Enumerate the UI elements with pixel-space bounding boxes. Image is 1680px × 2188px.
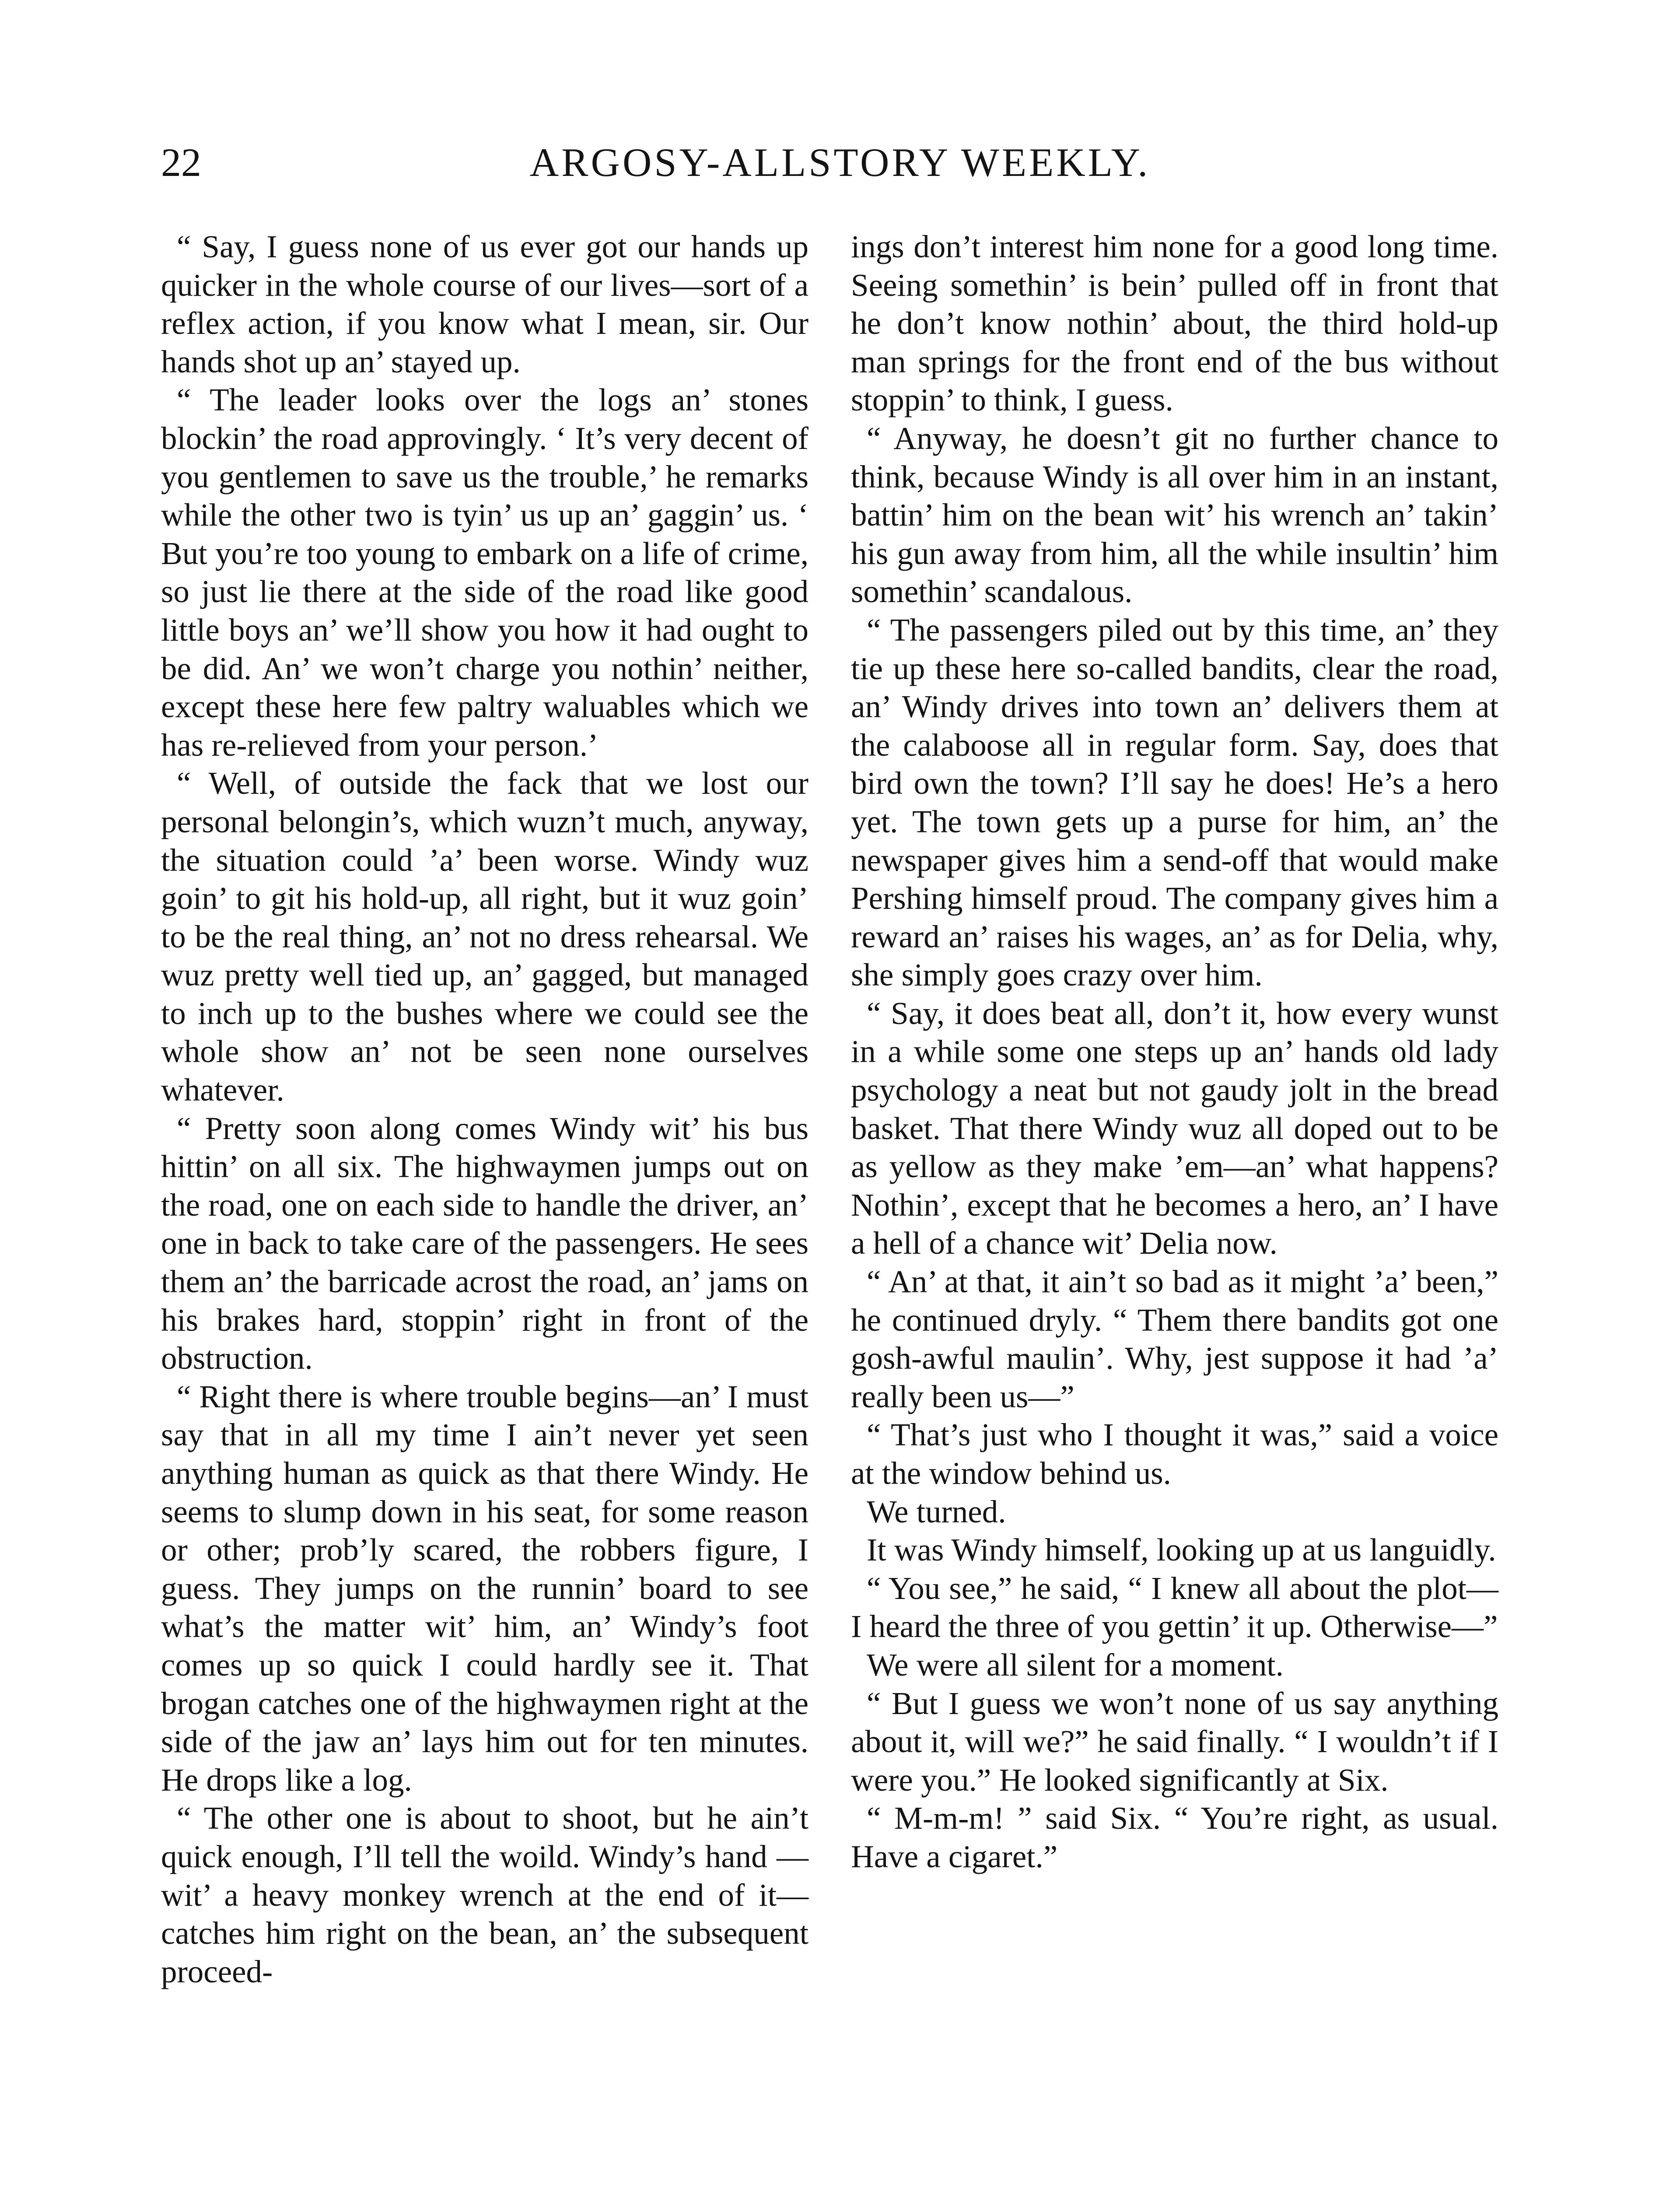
paragraph: “ The passengers piled out by this time, an’ they tie up these here so-called bandits, clear the road, an’ Windy drives into town an’ delivers them at the calaboose all in regular form. Say, does that bird own the town? I’ll say he does! He’s a hero yet. The town gets up a purse for him, an’ the newspaper gives him a send-off that would make Pershing himself proud. The company gives him a reward an’ raises his wages, an’ as for Delia, why, she simply goes crazy over him. — [851, 612, 1498, 993]
paragraph: “ Say, I guess none of us ever got our hands up quicker in the whole course of our lives—sort of a reflex action, if you know what I mean, sir. Our hands shot up an’ stayed up. — [161, 229, 808, 379]
paragraph-continuation: ings don’t interest him none for a good long time. Seeing somethin’ is bein’ pulled off in front that he don’t know nothin’ about, the third hold-up man springs for the front end of the bus without stoppin’ to think, I guess. — [851, 229, 1498, 418]
paragraph: “ The other one is about to shoot, but he ain’t quick enough, I’ll tell the woild. Windy’s hand — wit’ a heavy monkey wrench at the end of it—catches him right on the bean, an’ the subsequent proceed- — [161, 1800, 808, 1989]
paragraph: “ An’ at that, it ain’t so bad as it might ’a’ been,” he continued dryly. “ Them there bandits got one gosh-awful maulin’. Why, jest suppose it had ’a’ really been us—” — [851, 1264, 1498, 1414]
paragraph: “ But I guess we won’t none of us say anything about it, will we?” he said finally. “ I wouldn’t if I were you.” He looked significantly at Six. — [851, 1685, 1498, 1798]
running-head: ARGOSY-ALLSTORY WEEKLY. — [529, 140, 1151, 185]
right-column — [851, 228, 1498, 1876]
paragraph: “ The leader looks over the logs an’ stones blockin’ the road approvingly. ‘ It’s very decent of you gentlemen to save us the trouble,’ he remarks while the other two is tyin’ us up an’ gaggin’ us. ‘ But you’re too young to embark on a life of crime, so just lie there at the side of the road like good little boys an’ we’ll show you how it had ought to be did. An’ we won’t charge you nothin’ neither, except these here few paltry waluables which we has re-relieved from your person.’ — [161, 382, 808, 763]
paragraph: “ M-m-m! ” said Six. “ You’re right, as usual. Have a cigaret.” — [851, 1800, 1498, 1874]
paragraph: We were all silent for a moment. — [867, 1647, 1284, 1683]
paragraph: “ Well, of outside the fack that we lost our personal belongin’s, which wuzn’t much, anyway, the situation could ’a’ been worse. Windy wuz goin’ to git his hold-up, all right, but it wuz goin’ to be the real thing, an’ not no dress rehearsal. We wuz pretty well tied up, an’ gagged, but managed to inch up to the bushes where we could see the whole show an’ not be seen none ourselves whatever. — [161, 765, 808, 1108]
paragraph: “ Right there is where trouble begins—an’ I must say that in all my time I ain’t never yet seen anything human as quick as that there Windy. He seems to slump down in his seat, for some reason or other; prob’ly scared, the robbers figure, I guess. They jumps on the runnin’ board to see what’s the matter wit’ him, an’ Windy’s foot comes up so quick I could hardly see it. That brogan catches one of the highwaymen right at the side of the jaw an’ lays him out for ten minutes. He drops like a log. — [161, 1378, 808, 1798]
paragraph: “ Say, it does beat all, don’t it, how every wunst in a while some one steps up an’ hands old lady psychology a neat but not gaudy jolt in the bread basket. That there Windy wuz all doped out to be as yellow as they make ’em—an’ what happens? Nothin’, except that he becomes a hero, an’ I have a hell of a chance wit’ Delia now. — [851, 995, 1498, 1261]
left-column — [161, 228, 808, 1991]
paragraph: “ Anyway, he doesn’t git no further chance to think, because Windy is all over him in an instant, battin’ him on the bean wit’ his wrench an’ takin’ his gun away from him, all the while insultin’ him somethin’ scandalous. — [851, 420, 1498, 610]
paragraph: “ That’s just who I thought it was,” said a voice at the window behind us. — [851, 1417, 1498, 1491]
paragraph: “ Pretty soon along comes Windy wit’ his bus hittin’ on all six. The highwaymen jumps out on the road, one on each side to handle the driver, an’ one in back to take care of the passengers. He sees them an’ the barricade acrost the road, an’ jams on his brakes hard, stoppin’ right in front of the obstruction. — [161, 1110, 808, 1376]
paragraph: It was Windy himself, looking up at us languidly. — [867, 1532, 1496, 1568]
paragraph: We turned. — [867, 1494, 1006, 1529]
page-number: 22 — [161, 140, 201, 185]
paragraph: “ You see,” he said, “ I knew all about the plot—I heard the three of you gettin’ it up. Otherwise—” — [851, 1570, 1498, 1645]
